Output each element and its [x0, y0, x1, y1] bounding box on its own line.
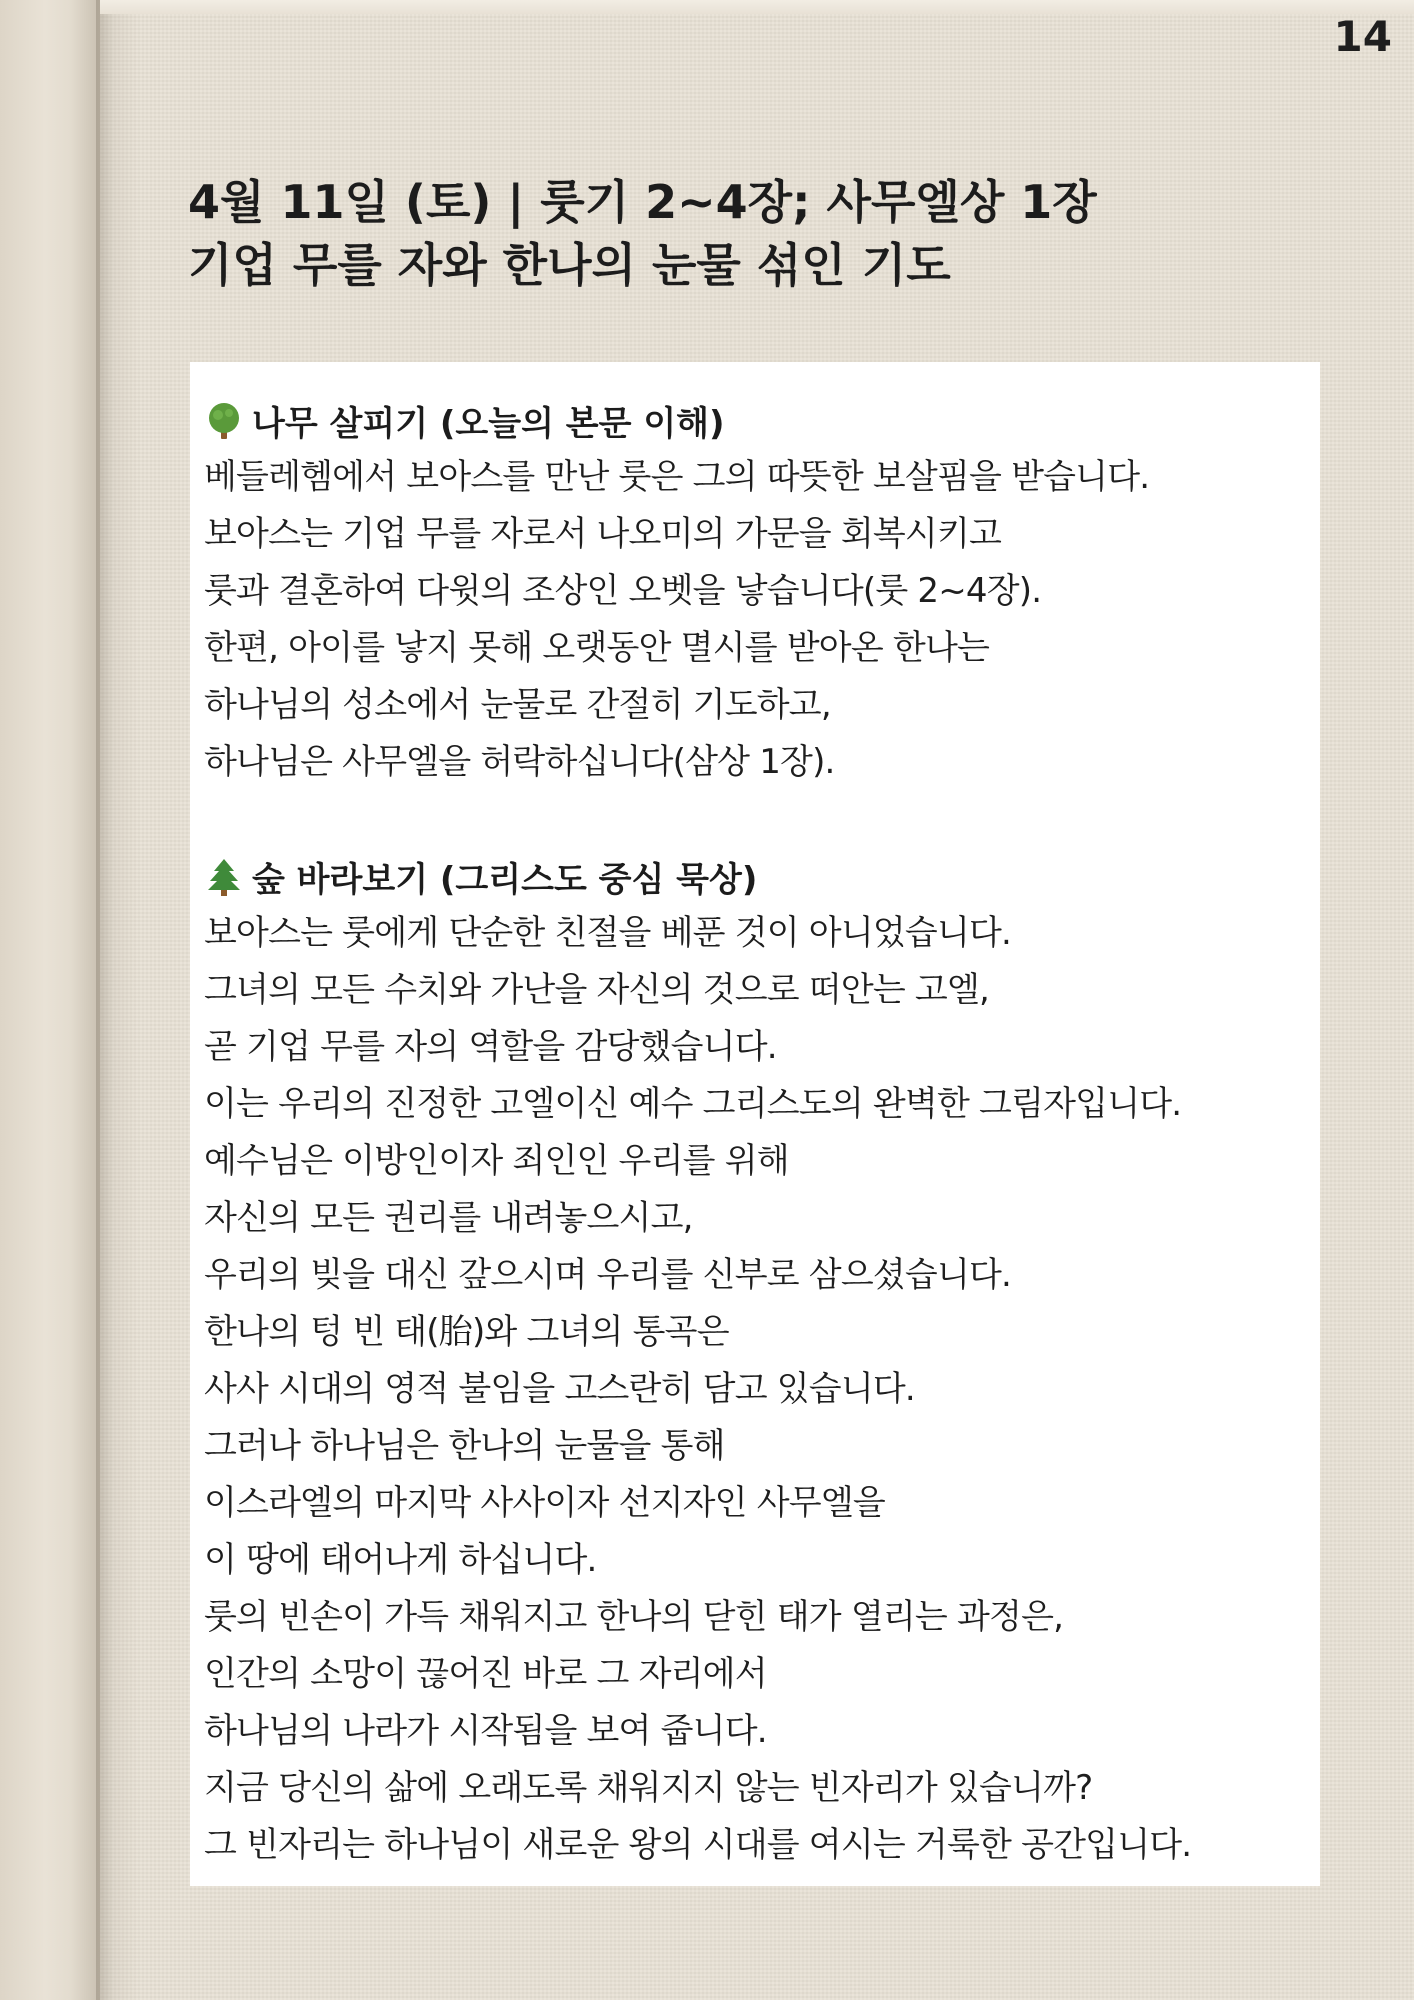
paragraph-line: 하나님의 나라가 시작됨을 보여 줍니다. [204, 1711, 767, 1751]
paragraph-line: 이 땅에 태어나게 하십니다. [204, 1540, 597, 1580]
paragraph-line: 베들레헴에서 보아스를 만난 룻은 그의 따뜻한 보살핌을 받습니다. [204, 457, 1150, 497]
paragraph-line: 보아스는 룻에게 단순한 친절을 베푼 것이 아니었습니다. [204, 913, 1012, 953]
paragraph-line: 룻의 빈손이 가득 채워지고 한나의 닫힌 태가 열리는 과정은, [204, 1597, 1064, 1637]
section-title-text: 숲 바라보기 (그리스도 중심 묵상) [252, 860, 758, 900]
paragraph-line: 예수님은 이방인이자 죄인인 우리를 위해 [204, 1141, 789, 1181]
paragraph-line: 그러나 하나님은 한나의 눈물을 통해 [204, 1426, 725, 1466]
paragraph-line: 한편, 아이를 낳지 못해 오랫동안 멸시를 받아온 한나는 [204, 628, 990, 668]
paragraph-line: 보아스는 기업 무를 자로서 나오미의 가문을 회복시키고 [204, 514, 1002, 554]
section-tree [204, 392, 1320, 791]
paragraph-tree [204, 449, 1320, 791]
section-forest [204, 848, 1320, 1874]
book-spine [0, 0, 100, 2000]
page-number: 14 [1333, 12, 1392, 61]
page-header [188, 172, 1338, 298]
section-title-text: 나무 살피기 (오늘의 본문 이해) [252, 404, 725, 444]
paragraph-line: 사사 시대의 영적 불임을 고스란히 담고 있습니다. [204, 1369, 915, 1409]
header-title: 기업 무를 자와 한나의 눈물 섞인 기도 [188, 238, 951, 292]
section-title [204, 392, 1320, 449]
paragraph-line: 한나의 텅 빈 태(胎)와 그녀의 통곡은 [204, 1312, 729, 1352]
paragraph-line: 우리의 빚을 대신 갚으시며 우리를 신부로 삼으셨습니다. [204, 1255, 1012, 1295]
paragraph-line: 하나님의 성소에서 눈물로 간절히 기도하고, [204, 685, 831, 725]
paragraph-line: 이스라엘의 마지막 사사이자 선지자인 사무엘을 [204, 1483, 885, 1523]
paragraph-line: 그녀의 모든 수치와 가난을 자신의 것으로 떠안는 고엘, [204, 970, 990, 1010]
paragraph-line: 지금 당신의 삶에 오래도록 채워지지 않는 빈자리가 있습니까? [204, 1768, 1093, 1808]
paragraph-line: 자신의 모든 권리를 내려놓으시고, [204, 1198, 693, 1238]
content-box [190, 362, 1320, 1886]
paragraph-line: 그 빈자리는 하나님이 새로운 왕의 시대를 여시는 거룩한 공간입니다. [204, 1825, 1192, 1865]
header-date-reading: 4월 11일 (토) | 룻기 2~4장; 사무엘상 1장 [188, 175, 1097, 229]
paragraph-forest [204, 905, 1320, 1874]
evergreen-tree-icon [204, 857, 244, 897]
paragraph-line: 이는 우리의 진정한 고엘이신 예수 그리스도의 완벽한 그림자입니다. [204, 1084, 1182, 1124]
page-top-edge [100, 0, 1414, 14]
spine-shadow [96, 0, 140, 2000]
paragraph-line: 곧 기업 무를 자의 역할을 감당했습니다. [204, 1027, 777, 1067]
paragraph-line: 인간의 소망이 끊어진 바로 그 자리에서 [204, 1654, 767, 1694]
paragraph-line: 하나님은 사무엘을 허락하십니다(삼상 1장). [204, 742, 835, 782]
section-title [204, 848, 1320, 905]
paragraph-line: 룻과 결혼하여 다윗의 조상인 오벳을 낳습니다(룻 2~4장). [204, 571, 1042, 611]
deciduous-tree-icon [204, 401, 244, 441]
